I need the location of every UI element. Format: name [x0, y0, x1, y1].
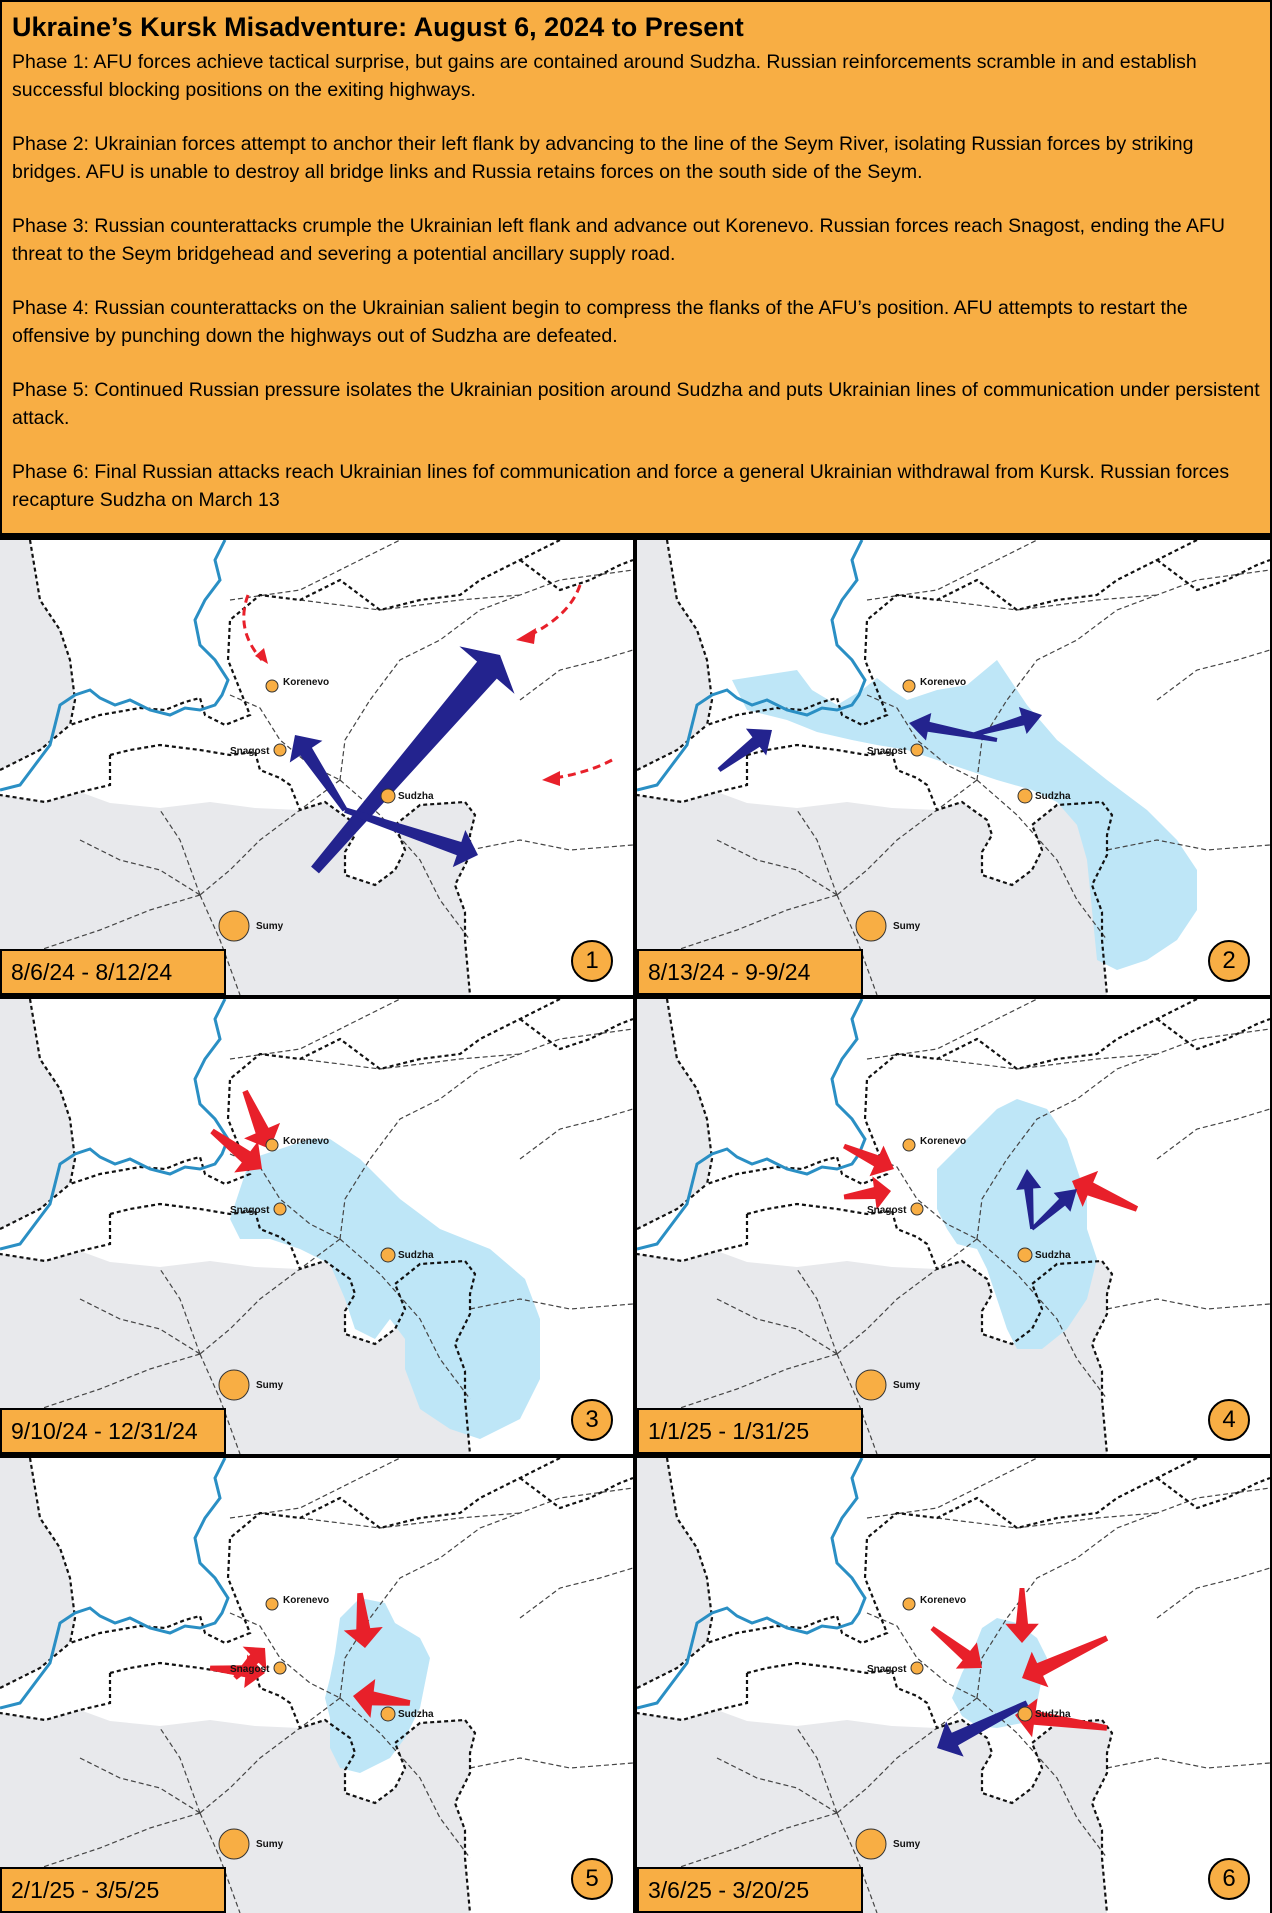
town-snagost	[867, 1662, 923, 1675]
page-title: Ukraine’s Kursk Misadventure: August 6, 2024 to Present	[12, 12, 744, 42]
korenevo-label: Korenevo	[283, 1595, 330, 1606]
sudzha-label: Sudzha	[1035, 1709, 1071, 1720]
panel-6-date-label: 3/6/25 - 3/20/25	[637, 1867, 863, 1913]
russian-arrow	[542, 760, 612, 786]
snagost-label: Snagost	[230, 746, 270, 757]
town-sudzha	[381, 789, 434, 803]
panel-1-date-label: 8/6/24 - 8/12/24	[0, 949, 226, 995]
town-sudzha	[1018, 789, 1071, 803]
phase-4-text: Phase 4: Russian counterattacks on the Ukrainian salient begin to compress the flanks of the AFU’s position. AFU attempts to restart the offensive by punching down the highways out of Sudzha are defeated.	[12, 297, 1188, 347]
panel-5-number-badge: 5	[571, 1858, 613, 1900]
ukraine-territory-west	[0, 999, 75, 1229]
russian-arrow	[843, 1144, 894, 1176]
panel-2-number-badge: 2	[1208, 940, 1250, 982]
town-snagost	[230, 744, 286, 757]
map-panel-6	[637, 1458, 1270, 1913]
town-sudzha	[1018, 1248, 1071, 1262]
sudzha-label: Sudzha	[398, 1709, 434, 1720]
town-korenevo	[266, 1595, 329, 1610]
russian-arrow	[931, 1626, 982, 1668]
town-korenevo	[266, 677, 329, 692]
snagost-label: Snagost	[867, 1664, 907, 1675]
ukraine-territory-west	[0, 1458, 75, 1688]
afu-arrow	[718, 729, 772, 772]
map	[637, 1458, 1270, 1913]
phase-5-text: Phase 5: Continued Russian pressure isolates the Ukrainian position around Sudzha and puts Ukrainian lines of communication under persistent attack.	[12, 379, 1260, 429]
town-sudzha	[1018, 1707, 1071, 1721]
map-panel-4	[637, 999, 1270, 1454]
map	[0, 540, 633, 995]
map-panel-1	[0, 540, 633, 995]
russian-arrow	[516, 585, 580, 644]
map	[0, 999, 633, 1454]
panel-4-date-label: 1/1/25 - 1/31/25	[637, 1408, 863, 1454]
map	[637, 999, 1270, 1454]
korenevo-label: Korenevo	[283, 677, 330, 688]
ukraine-territory-west	[637, 999, 712, 1229]
panel-2-date-label: 8/13/24 - 9-9/24	[637, 949, 863, 995]
korenevo-label: Korenevo	[920, 1595, 967, 1606]
ukraine-territory-west	[0, 540, 75, 770]
sumy-label: Sumy	[893, 921, 921, 932]
ukraine-territory-west	[637, 540, 712, 770]
map	[637, 540, 1270, 995]
sumy-label: Sumy	[893, 1380, 921, 1391]
panel-5-date-label: 2/1/25 - 3/5/25	[0, 1867, 226, 1913]
map-panel-5	[0, 1458, 633, 1913]
ukraine-territory-west	[637, 1458, 712, 1688]
phase-3-text: Phase 3: Russian counterattacks crumple the Ukrainian left flank and advance out Korenevo. Russian forces reach Snagost, ending the AFU threat to the Seym bridgehead and severing a potential ancillary supply road.	[12, 215, 1225, 265]
russian-arrow	[244, 595, 268, 664]
town-snagost	[230, 1203, 286, 1216]
snagost-label: Snagost	[230, 1664, 270, 1675]
snagost-label: Snagost	[867, 1205, 907, 1216]
sumy-label: Sumy	[256, 1839, 284, 1850]
sumy-label: Sumy	[256, 921, 284, 932]
snagost-label: Snagost	[230, 1205, 270, 1216]
sumy-label: Sumy	[893, 1839, 921, 1850]
map-panel-3	[0, 999, 633, 1454]
panel-4-number-badge: 4	[1208, 1399, 1250, 1441]
phase-6-text: Phase 6: Final Russian attacks reach Ukrainian lines fof communication and force a general Ukrainian withdrawal from Kursk. Russian forces recapture Sudzha on March 13	[12, 461, 1230, 511]
korenevo-label: Korenevo	[920, 1136, 967, 1147]
map-panel-2	[637, 540, 1270, 995]
korenevo-label: Korenevo	[920, 677, 967, 688]
sumy-label: Sumy	[256, 1380, 284, 1391]
korenevo-label: Korenevo	[283, 1136, 330, 1147]
town-sudzha	[381, 1248, 434, 1262]
town-sudzha	[381, 1707, 434, 1721]
header-panel	[0, 0, 1272, 535]
panel-1-number-badge: 1	[571, 940, 613, 982]
snagost-label: Snagost	[867, 746, 907, 757]
town-snagost	[867, 1203, 923, 1216]
map	[0, 1458, 633, 1913]
phase-1-text: Phase 1: AFU forces achieve tactical surprise, but gains are contained around Sudzha. Russian reinforcements scramble in and establish successful blocking positions on the exiting highways.	[12, 51, 1197, 101]
panel-3-number-badge: 3	[571, 1399, 613, 1441]
sudzha-label: Sudzha	[1035, 1250, 1071, 1261]
town-snagost	[230, 1662, 286, 1675]
panel-3-date-label: 9/10/24 - 12/31/24	[0, 1408, 226, 1454]
sudzha-label: Sudzha	[398, 1250, 434, 1261]
town-snagost	[867, 744, 923, 757]
town-korenevo	[903, 1595, 966, 1610]
panel-6-number-badge: 6	[1208, 1858, 1250, 1900]
town-korenevo	[903, 1136, 966, 1151]
sudzha-label: Sudzha	[398, 791, 434, 802]
phase-2-text: Phase 2: Ukrainian forces attempt to anchor their left flank by advancing to the line of the Seym River, isolating Russian forces by striking bridges. AFU is unable to destroy all bridge links and Russia retains forces on the south side of the Seym.	[12, 133, 1194, 183]
afu-arrow	[290, 735, 348, 812]
sudzha-label: Sudzha	[1035, 791, 1071, 802]
